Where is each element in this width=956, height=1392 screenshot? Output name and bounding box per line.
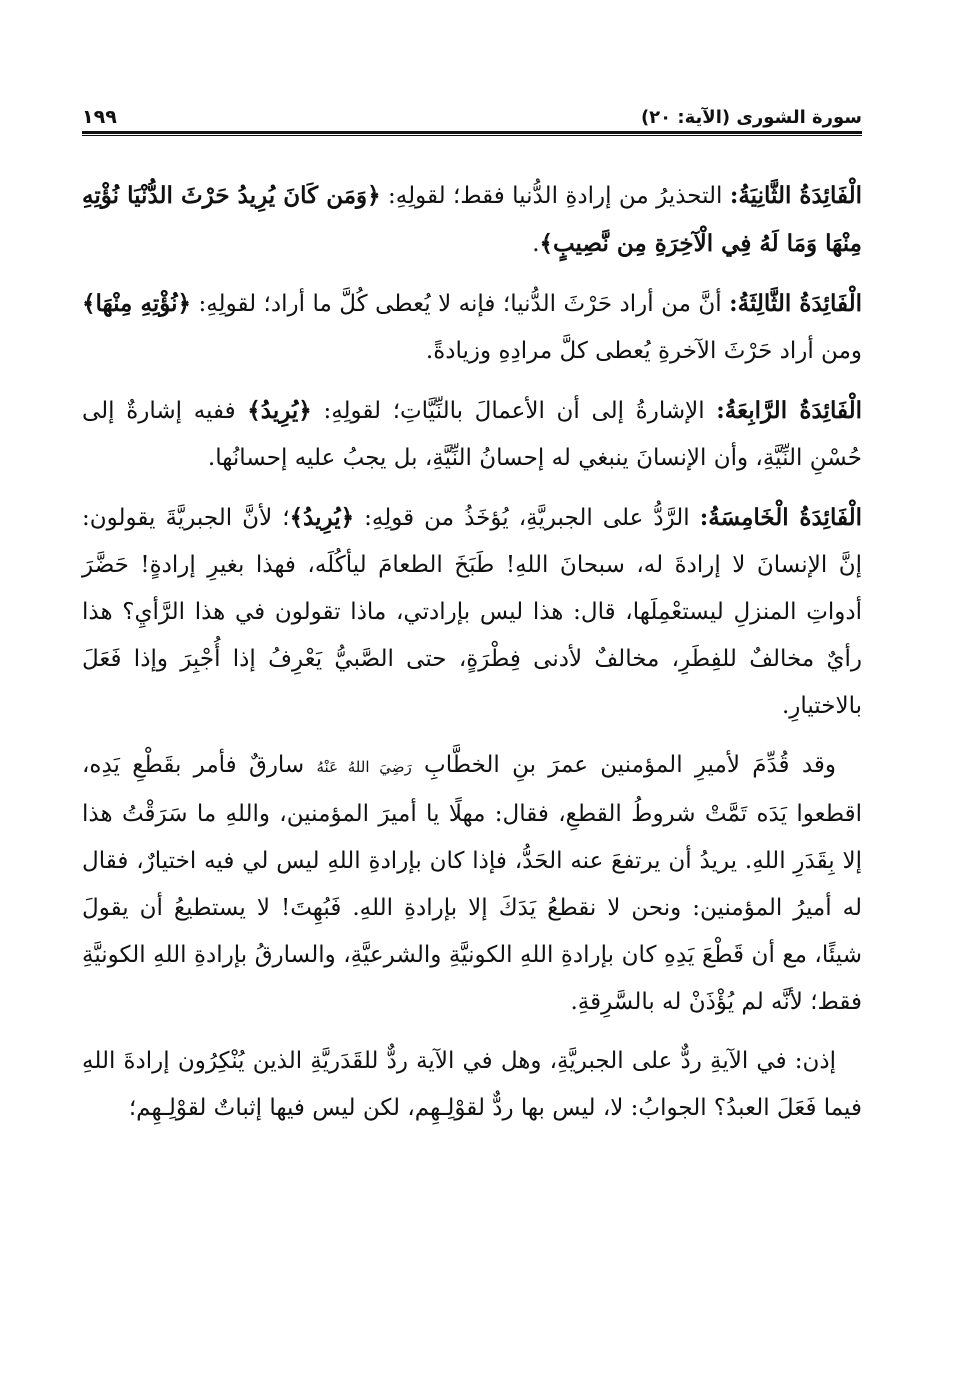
paragraph-text: إذن: في الآيةِ ردٌّ على الجبريَّةِ، وهل في الآية ردٌّ للقَدَريَّةِ الذين يُنْكِرُون إرادةَ اللهِ فيما فَعَلَ العبدُ؟ الجوابُ: لا، ليس بها ردٌّ لقوْلِـهِم، لكن ليس فيها إثباتٌ لقوْلِـهِم؛ [82,1048,862,1121]
quran-quote: ﴿وَمَن كَانَ يُرِيدُ حَرْثَ الدُّنْيَا نُؤْتِهِ مِنْهَا وَمَا لَهُ فِي الْآخِرَةِ مِن نَّصِيبٍ﴾ [82,182,862,257]
header-rule [82,131,862,134]
paragraph-text: ففيه إشارةٌ إلى حُسْنِ النِّيَّةِ، وأن الإنسانَ ينبغي له إحسانُ النِّيَّةِ، بل يجبُ عليه إحسانُها. [82,398,862,471]
page-number: ١٩٩ [82,106,117,128]
paragraph-benefit-4 [82,387,862,482]
paragraph-benefit-5 [82,494,862,730]
paragraph-benefit-2 [82,172,862,268]
benefit-heading: الْفَائِدَةُ الرَّابِعَةُ: [716,397,862,424]
benefit-heading: الْفَائِدَةُ الْخَامِسَةُ: [699,504,862,531]
paragraph-text: سارقٌ فأمر بقَطْعِ يَدِه، اقطعوا يَدَه تَمَّتْ شروطُ القطعِ، فقال: مهلًا يا أميرَ المؤمنين، واللهِ ما سَرَقْتُ هذا إلا بِقَدَرِ اللهِ. يريدُ أن يرتفعَ عنه الحَدُّ، فإذا كان بإرادةِ اللهِ ليس لي فيه اختيارٌ، فقال له أميرُ المؤمنين: ونحن لا نقطعُ يَدَكَ إلا بإرادةِ اللهِ. فَبُهِتَ! لا يستطيعُ أن يقولَ شيئًا، مع أن قَطْعَ يَدِهِ كان بإرادةِ اللهِ الكونيَّةِ والشرعيَّةِ، والسارقُ بإرادةِ اللهِ الكونيَّةِ فقط؛ لأنَّه لم يُؤْذَنْ له بالسَّرِقةِ. [82,752,862,1015]
book-page [82,96,862,1326]
page-body [82,172,862,1132]
paragraph-text: التحذيرُ من إرادةِ الدُّنيا فقط؛ لقولِهِ: [380,183,730,209]
paragraph-text: ومن أراد حَرْثَ الآخرةِ يُعطى كلَّ مرادِهِ وزيادةً. [425,338,862,364]
quran-quote: ﴿نُؤْتِهِ مِنْهَا﴾ [82,290,192,317]
paragraph-text: وقد قُدِّمَ لأميرِ المؤمنين عمرَ بنِ الخطَّابِ [411,752,836,778]
benefit-heading: الْفَائِدَةُ الثَّالِثَةُ: [729,290,862,317]
quran-quote: ﴿يُرِيدُ﴾ [247,397,312,424]
running-header-title: سورة الشورى (الآية: ٢٠) [640,107,862,128]
paragraph-text: ؛ لأنَّ الجبريَّةَ يقولون: إنَّ الإنسانَ لا إرادةَ له، سبحانَ اللهِ! طَبَخَ الطعامَ ليأكُلَه، فهذا بغيرِ إرادةٍ! حَضَّرَ أدواتِ المنزلِ ليستعْمِلَها، قال: هذا ليس بإرادتي، ماذا تقولون في هذا الرَّأيِ؟ هذا رأيٌ مخالفٌ للفِطَرِ، مخالفٌ لأدنى فِطْرَةٍ، حتى الصَّبيُّ يَعْرِفُ إذا أُجْبِرَ وإذا فَعَلَ بالاختيارِ. [82,505,862,719]
paragraph-text: الإشارةُ إلى أن الأعمالَ بالنِّيَّاتِ؛ لقولِهِ: [311,398,717,424]
paragraph-umar-story [82,742,862,1026]
paragraph-benefit-3 [82,280,862,375]
benefit-heading: الْفَائِدَةُ الثَّانِيَةُ: [729,182,862,209]
paragraph-text: أنَّ من أراد حَرْثَ الدُّنيا؛ فإنه لا يُعطى كُلَّ ما أراد؛ لقولِهِ: [191,291,730,317]
paragraph-conclusion [82,1038,862,1132]
paragraph-text: . [532,231,540,257]
quran-quote: ﴿يُرِيدُ﴾ [289,504,355,531]
paragraph-text: الرَّدُّ على الجبريَّةِ، يُؤخَذُ من قولِهِ: [354,505,700,531]
honorific-phrase: رَضِيَ اللهُ عَنْهُ [316,758,412,776]
page-header [82,96,862,134]
